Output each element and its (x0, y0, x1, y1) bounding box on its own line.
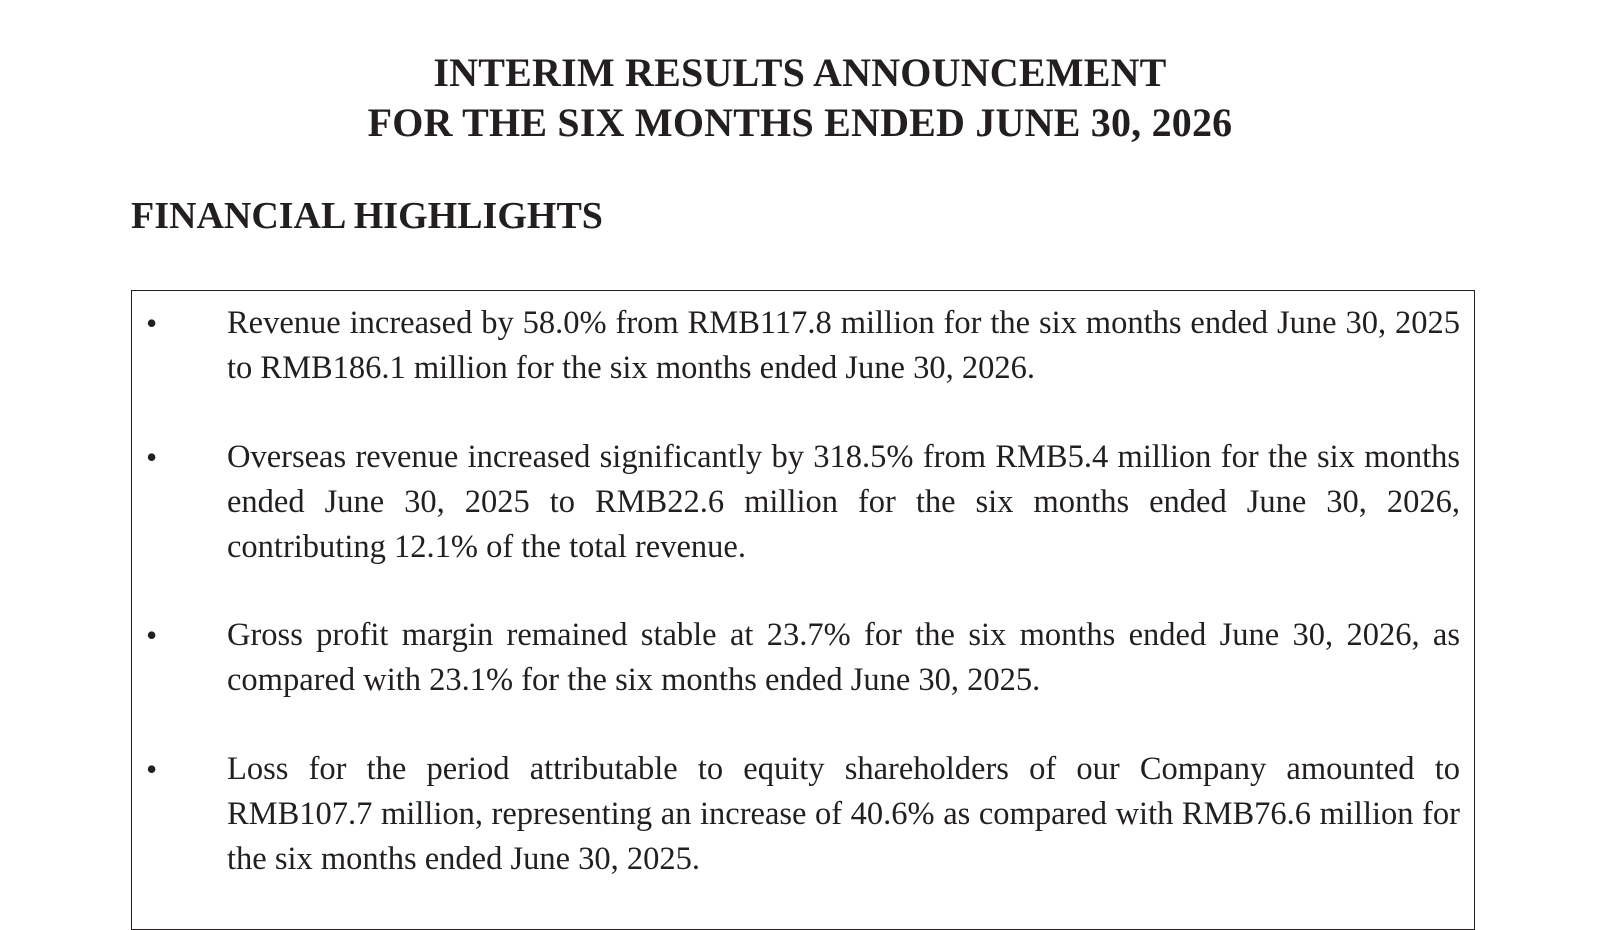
highlight-text: Revenue increased by 58.0% from RMB117.8 million for the six months ended June 30, 2025 to RMB186.1 million for the six months ended June 30, 2026. (227, 305, 1460, 386)
bullet-icon: • (146, 305, 158, 341)
title-line-1: INTERIM RESULTS ANNOUNCEMENT (433, 50, 1167, 95)
bullet-icon: • (146, 617, 158, 653)
financial-highlights-box (131, 290, 1475, 930)
highlight-text: Loss for the period attributable to equity shareholders of our Company amounted to RMB107.7 million, representing an increase of 40.6% as compared with RMB76.6 million for the six months ended June 30, 2025. (227, 751, 1460, 877)
highlight-text: Overseas revenue increased significantly by 318.5% from RMB5.4 million for the six months ended June 30, 2025 to RMB22.6 million for the six months ended June 30, 2026, contributing 12.1% of the total revenue. (227, 439, 1460, 565)
title-line-2: FOR THE SIX MONTHS ENDED JUNE 30, 2026 (367, 100, 1233, 145)
highlight-text: Gross profit margin remained stable at 23.7% for the six months ended June 30, 2026, as compared with 23.1% for the six months ended June 30, 2025. (227, 617, 1460, 698)
bullet-icon: • (146, 439, 158, 475)
bullet-icon: • (146, 751, 158, 787)
section-heading: FINANCIAL HIGHLIGHTS (131, 195, 603, 237)
announcement-title (0, 48, 1600, 148)
